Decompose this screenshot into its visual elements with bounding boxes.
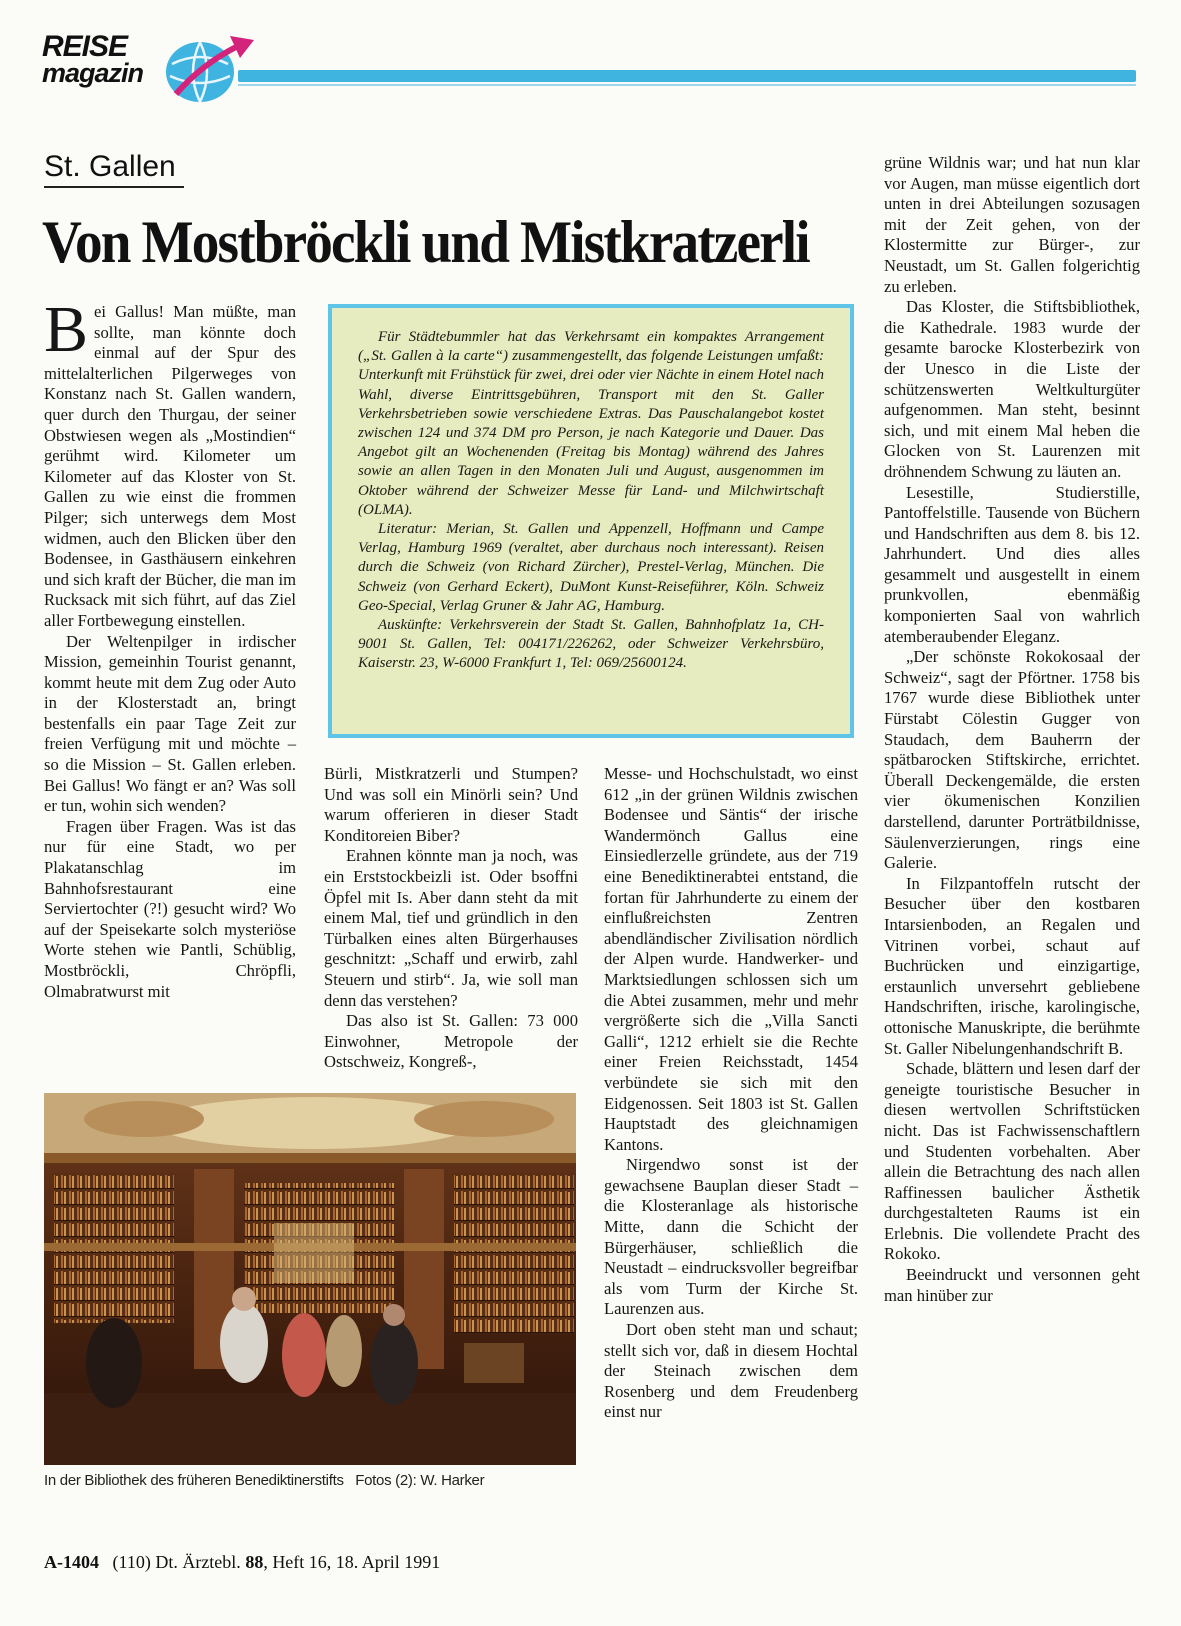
header-rule-thin — [238, 84, 1136, 86]
paragraph: Lesestille, Studierstille, Pantoffelstille. Tausende von Büchern und Handschriften aus dem 8. bis 12. Jahrhundert. Und dies alles gesammelt und ausgestellt in einem prunkvollen, ebenmäßig komponierten Saal von wahrlich atemberaubender Eleganz. — [884, 482, 1140, 646]
paragraph: Messe- und Hochschulstadt, wo einst 612 „in der grünen Wildnis zwischen Bodensee und Säntis“ der irische Wandermönch Gallus eine Einsiedlerzelle gründete, aus der 719 eine Benediktinerabtei entstand, die fortan für Jahrhunderte zu einem der einflußreichsten Zentren abendländischer Zivilisation nördlich der Alpen wurde. Handwerker- und Marktsiedlungen schlossen sich um die Abtei zusammen, mehr und mehr vergrößerte sich die „Villa Sancti Galli“, 1212 erhielt sie die Rechte einer Freien Reichsstadt, 1454 verbündete sie sich mit den Eidgenossen. Seit 1803 ist St. Gallen Hauptstadt des gleichnamigen Kantons. — [604, 764, 858, 1154]
paragraph: Nirgendwo sonst ist der gewachsene Bauplan dieser Stadt – die Klosteranlage als historische Mitte, dann die Schicht der Bürgerhäuser, schließlich die Neustadt – eindrucksvoller begreifbar als vom Turm der Kirche St. Laurenzen aus. — [604, 1155, 858, 1319]
info-box-paragraph: Literatur: Merian, St. Gallen und Appenzell, Hoffmann und Campe Verlag, Hamburg 1969 (veraltet, aber durchaus noch interessant). Reisen durch die Schweiz (von Richard Zürcher), Prestel-Verlag, München. Die Schweiz (von Gerhard Eckert), DuMont Kunst-Reiseführer, Köln. Schweiz Geo-Special, Verlag Gruner & Jahr AG, Hamburg. — [358, 521, 824, 614]
paragraph: Das Kloster, die Stiftsbibliothek, die Kathedrale. 1983 wurde der gesamte barocke Klosterbezirk von der Unesco in die Liste der schützenswerten Weltkulturgüter aufgenommen. Man steht, besinnt sich, und mit einem Mal heben die Glocken von St. Laurenzen mit dröhnendem Schwung zu läuten an. — [884, 297, 1140, 481]
reise-magazin-logo — [42, 24, 272, 114]
page-footer — [44, 1552, 440, 1573]
info-box-paragraph: Auskünfte: Verkehrsverein der Stadt St. Gallen, Bahnhofplatz 1a, CH-9001 St. Gallen, Tel: 004171/226262, oder Schweizer Verkehrsbüro, Kaiserstr. 23, W-6000 Frankfurt 1, Tel: 069/25600124. — [358, 617, 824, 672]
article-column-1 — [44, 293, 296, 1002]
paragraph: Fragen über Fragen. Was ist das nur für eine Stadt, wo per Plakatanschlag im Bahnhofsrestaurant eine Serviertochter (?!) gesucht wird? Wo auf der Speisekarte solch mysteriöse Worte stehen wie Pantli, Schüblig, Mostbröckli, Chröpfli, Olmabratwurst mit — [44, 816, 296, 1001]
logo-reise-text: REISE — [42, 30, 128, 63]
article-column-2 — [324, 764, 578, 1073]
journal-name: Dt. Ärztebl. — [155, 1552, 241, 1572]
paragraph: Der Weltenpilger in irdischer Mission, gemeinhin Tourist genannt, kommt heute mit dem Zug oder Auto in der Klosterstadt an, bringt bestenfalls ein paar Tage Zeit zur freien Verfügung mit und möchte – so die Mission – St. Gallen erleben. Bei Gallus! Wo fängt er an? Was soll er tun, wohin sich wenden? — [44, 631, 296, 816]
globe-arrow-icon — [162, 24, 272, 114]
article-column-4 — [884, 153, 1140, 1306]
paragraph: Dort oben steht man und schaut; stellt sich vor, daß in diesem Hochtal der Steinach zwischen dem Rosenberg und dem Freudenberg einst nur — [604, 1320, 858, 1422]
issue-info: , Heft 16, 18. April 1991 — [263, 1552, 441, 1572]
paragraph: Bei Gallus! Man müßte, man sollte, man könnte doch einmal auf der Spur des mittelalterlichen Pilgerweges von Konstanz nach St. Gallen wandern, quer durch den Thurgau, der seiner Obstwiesen wegen als „Mostindien“ gerühmt wird. Kilometer um Kilometer auf das Kloster von St. Gallen zu wie einst die frommen Pilger; sich unterwegs dem Most widmen, auch den Blicken über den Bodensee, in Gasthäusern einkehren und sich kraft der Bücher, die man im Rucksack mit sich führt, auf das Ziel aller Fortbewegung einstellen. — [44, 293, 296, 630]
paragraph: In Filzpantoffeln rutscht der Besucher über den kostbaren Intarsienboden, an Regalen und Vitrinen vorbei, schaut auf Buchrücken und einzigartige, erstaunlich unversehrt gebliebene Handschriften, irische, karolingische, ottonische Manuskripte, die berühmte St. Galler Nibelungenhandschrift B. — [884, 873, 1140, 1058]
paragraph: Schade, blättern und lesen darf der geneigte touristische Besucher in diesen wertvollen Schriftstücken nicht. Das ist Fachwissenschaftlern und Studenten vorbehalten. Aber allein die Betrachtung des nach allen Raffinessen baulicher Ästhetik durchgestalteten Raums ist ein Erlebnis. Die vollendete Pracht des Rokoko. — [884, 1059, 1140, 1264]
info-box-paragraph: Für Städtebummler hat das Verkehrsamt ein kompaktes Arrangement („St. Gallen à la carte“) zusammengestellt, das folgende Leistungen umfaßt: Unterkunft mit Frühstück für zwei, drei oder vier Nächte in einem Hotel nach Wahl, diverse Eintrittsgebühren, Transport mit den St. Galler Verkehrsbetrieben sowie verschiedene Extras. Das Pauschalangebot kostet zwischen 124 und 374 DM pro Person, je nach Kategorie und Dauer. Das Angebot gilt an Wochenenden (Freitag bis Montag) während des Jahres sowie an allen Tagen in den Monaten Juli und August, ausgenommen im Oktober während der Schweizer Messe für Land- und Milchwirtschaft (OLMA). — [358, 329, 824, 518]
kicker-underline — [44, 186, 184, 188]
header-rule — [238, 70, 1136, 82]
photo-caption — [44, 1472, 584, 1489]
article-kicker: St. Gallen — [44, 150, 176, 183]
article-title: Von Mostbröckli und Mistkratzerli — [42, 209, 809, 275]
photo-credit: Fotos (2): W. Harker — [355, 1472, 485, 1489]
caption-text: In der Bibliothek des früheren Benediktinerstifts — [44, 1472, 344, 1489]
drop-cap: B — [44, 293, 89, 366]
paragraph: Erahnen könnte man ja noch, was ein Erststockbeizli ist. Oder bsoffni Öpfel mit Is. Aber dann steht da mit einem Mal, tief und gründlich in den Türbalken eines alten Bürgerhauses geschnitzt: „Schaff und erwirb, zahl Steuern und stirb“. Ja, wie soll man denn das verstehen? — [324, 846, 578, 1010]
paragraph: Das also ist St. Gallen: 73 000 Einwohner, Metropole der Ostschweiz, Kongreß-, — [324, 1011, 578, 1072]
paragraph: Bürli, Mistkratzerli und Stumpen? Und was soll ein Minörli sein? Und warum offerieren in dieser Stadt Konditoreien Biber? — [324, 764, 578, 845]
volume-number: 88 — [245, 1552, 264, 1572]
paragraph: „Der schönste Rokokosaal der Schweiz“, sagt der Pförtner. 1758 bis 1767 wurde diese Bibliothek unter Fürstabt Cölestin Gugger von Staudach, dem Bauherrn der spätbarocken Stiftskirche, errichtet. Überall Deckengemälde, die ersten vier ökumenischen Konzilien darstellend, darunter Porträtbildnisse, Säulenverzierungen, rings eine Galerie. — [884, 647, 1140, 873]
logo-magazin-text: magazin — [42, 58, 144, 88]
article-column-3 — [604, 764, 858, 1423]
library-photo — [44, 1093, 576, 1465]
page-number: (110) — [112, 1552, 151, 1572]
paragraph: grüne Wildnis war; und hat nun klar vor Augen, man müsse eigentlich dort unten in drei Abteilungen sozusagen mit der Zeit gehen, von der Klostermitte zur Bürger-, zur Neustadt, um St. Gallen folgerichtig zu erleben. — [884, 153, 1140, 296]
paragraph: Beeindruckt und versonnen geht man hinüber zur — [884, 1265, 1140, 1305]
info-box — [328, 304, 854, 738]
page-code: A-1404 — [44, 1552, 99, 1572]
